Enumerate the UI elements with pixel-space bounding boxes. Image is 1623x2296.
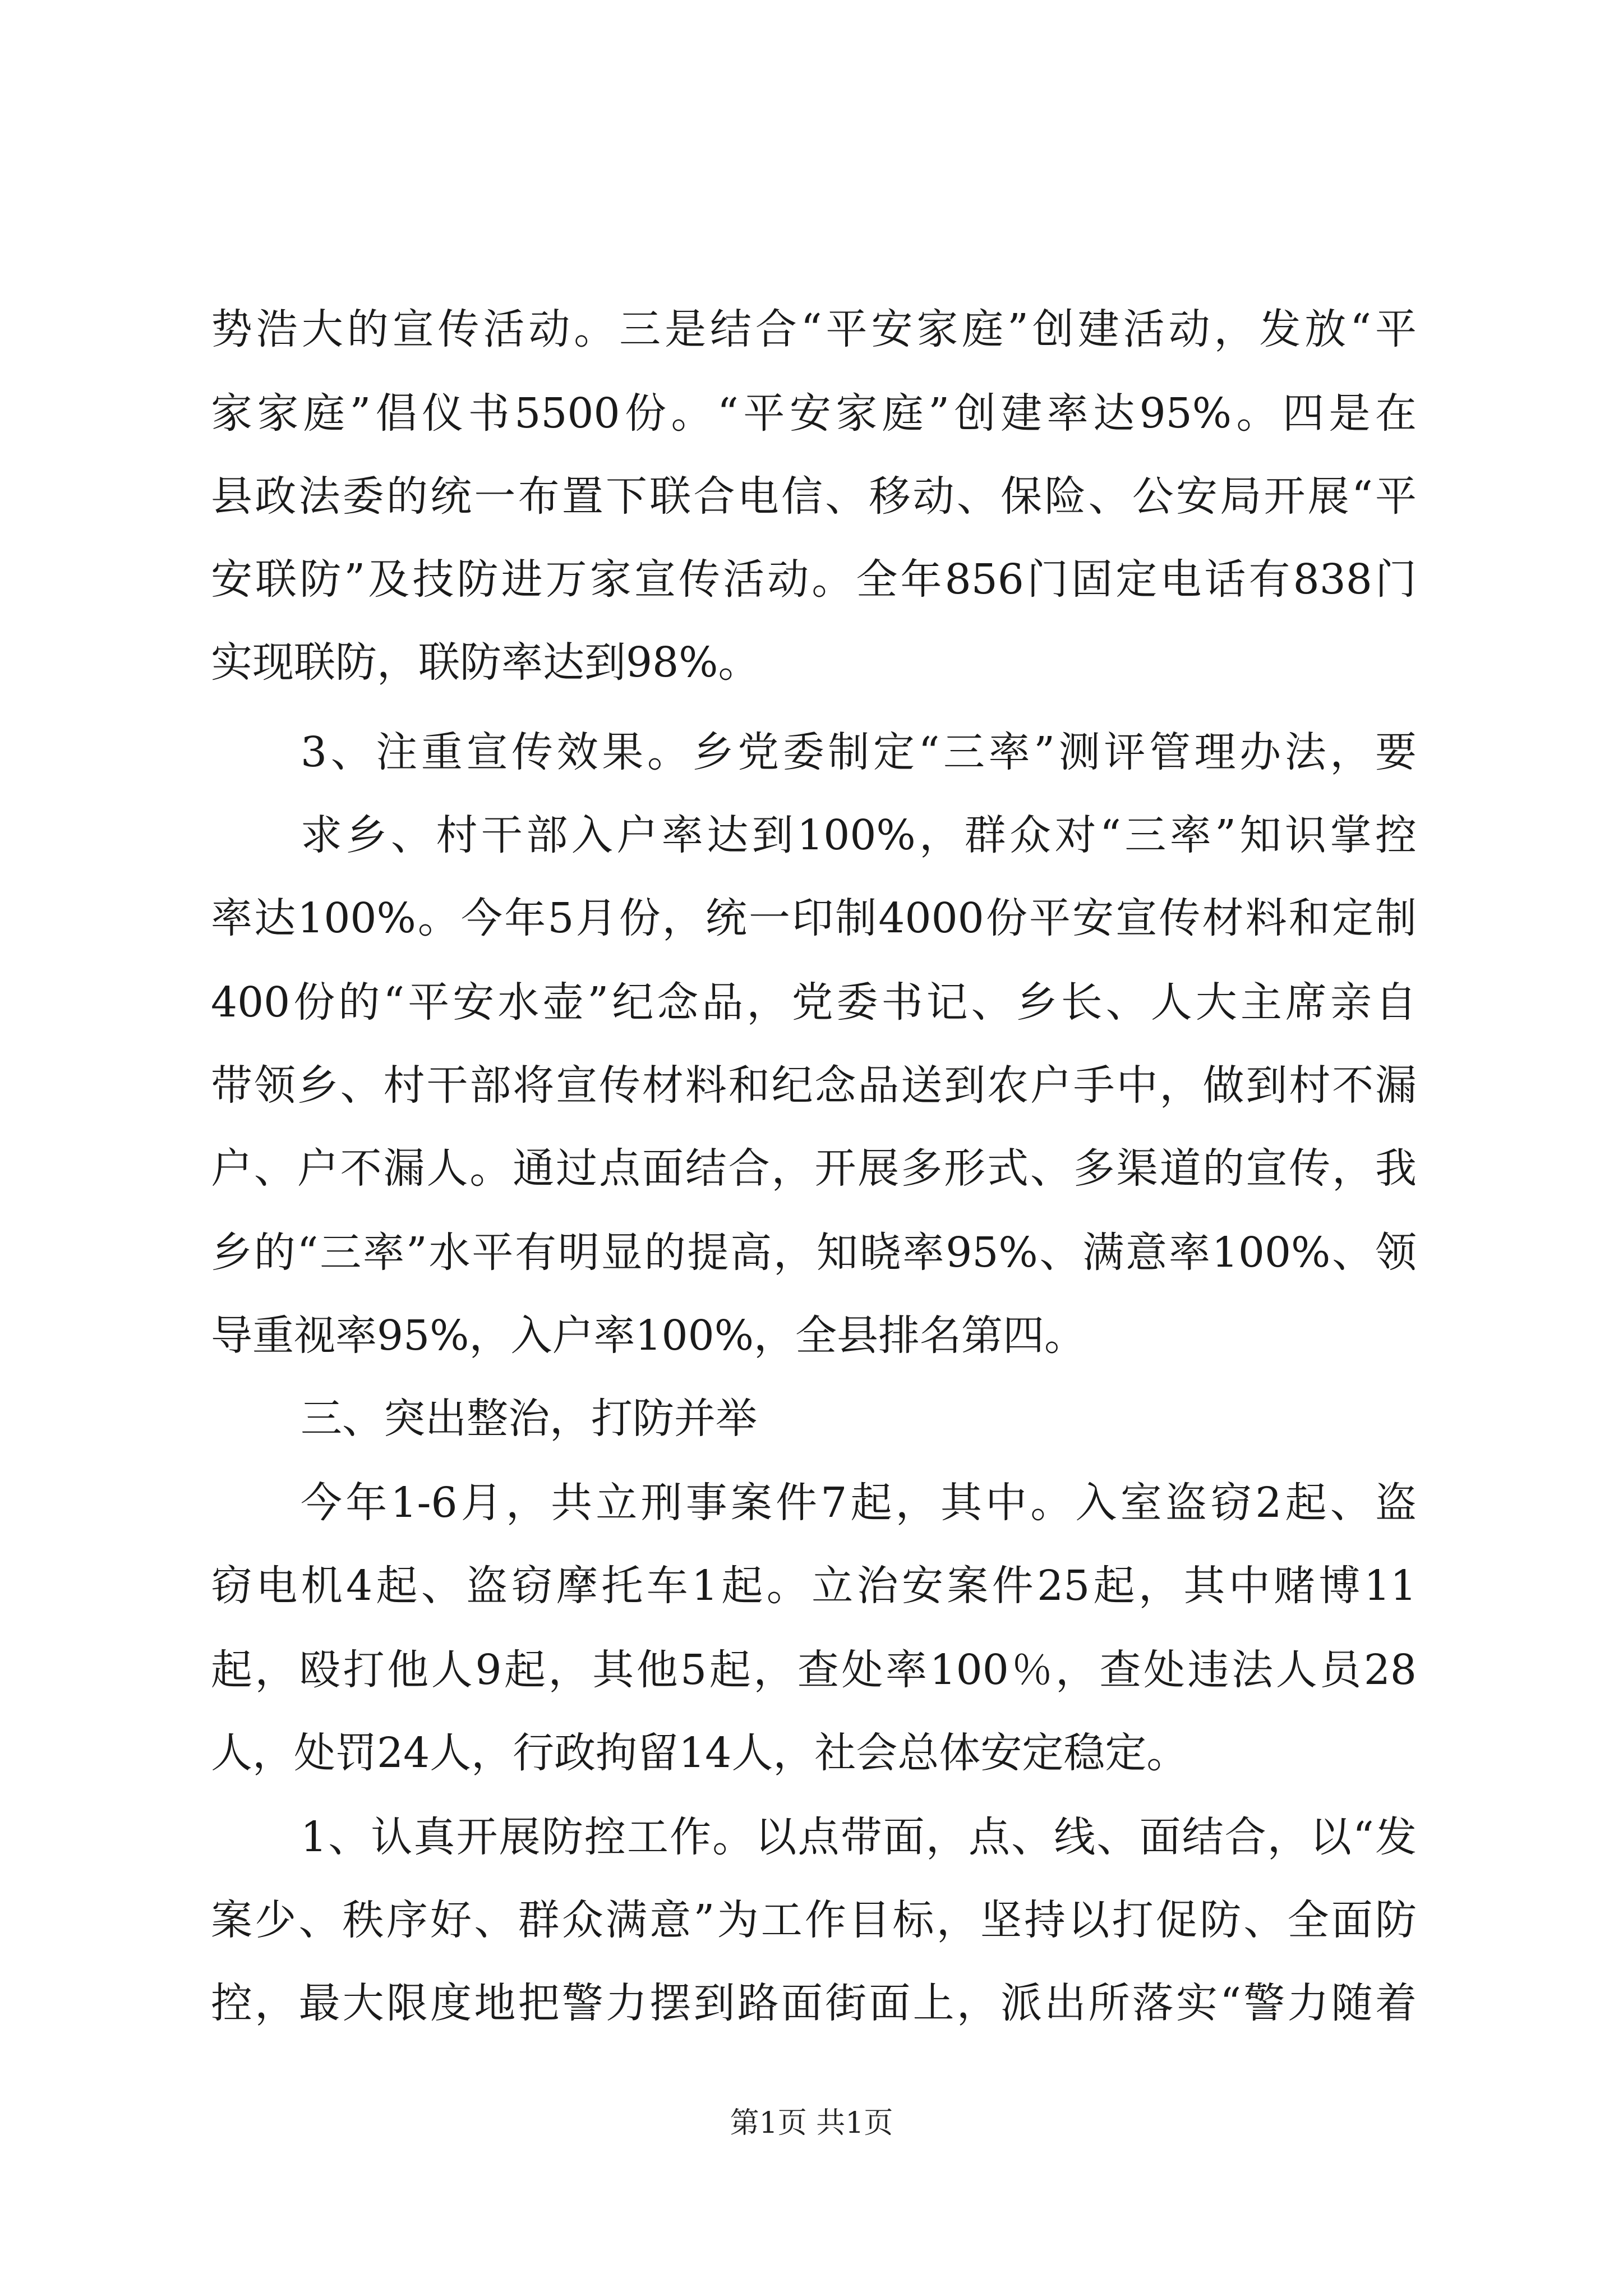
text-line: 户、户不漏人。通过点面结合，开展多形式、多渠道的宣传，我 [211, 1144, 1417, 1193]
text-line: 起，殴打他人9起，其他5起，查处率100％，查处违法人员28 [211, 1646, 1417, 1694]
paragraph-heading: 3、注重宣传效果。乡党委制定“三率”测评管理办法，要 [301, 728, 1417, 776]
text-line: 带领乡、村干部将宣传材料和纪念品送到农户手中，做到村不漏 [211, 1061, 1417, 1110]
paragraph-heading: 1、认真开展防控工作。以点带面，点、线、面结合，以“发 [301, 1813, 1417, 1861]
text-line: 求乡、村干部入户率达到100%，群众对“三率”知识掌控 [301, 811, 1417, 859]
text-line: 势浩大的宣传活动。三是结合“平安家庭”创建活动，发放“平 [211, 305, 1417, 353]
text-line: 实现联防，联防率达到98%。 [211, 638, 760, 687]
text-line: 今年1-6月，共立刑事案件7起，其中。入室盗窃2起、盗 [301, 1479, 1417, 1527]
text-line: 县政法委的统一布置下联合电信、移动、保险、公安局开展“平 [211, 472, 1417, 521]
text-line: 安联防”及技防进万家宣传活动。全年856门固定电话有838门 [211, 555, 1417, 604]
text-line: 人，处罚24人，行政拘留14人，社会总体安定稳定。 [211, 1729, 1188, 1777]
text-line: 家家庭”倡仪书5500份。“平安家庭”创建率达95%。四是在 [211, 389, 1417, 438]
text-line: 率达100%。今年5月份，统一印制4000份平安宣传材料和定制 [211, 894, 1417, 942]
text-line: 窃电机4起、盗窃摩托车1起。立治安案件25起，其中赌博11 [211, 1562, 1417, 1610]
text-line: 控，最大限度地把警力摆到路面街面上，派出所落实“警力随着 [211, 1979, 1417, 2027]
text-line: 400份的“平安水壶”纪念品，党委书记、乡长、人大主席亲自 [211, 978, 1417, 1027]
page-footer: 第1页 共1页 [730, 2106, 893, 2140]
text-line: 乡的“三率”水平有明显的提高，知晓率95%、满意率100%、领 [211, 1228, 1417, 1277]
section-heading: 三、突出整治，打防并举 [301, 1395, 757, 1443]
text-line: 案少、秩序好、群众满意”为工作目标，坚持以打促防、全面防 [211, 1896, 1417, 1944]
text-line: 导重视率95%，入户率100%，全县排名第四。 [211, 1312, 1086, 1360]
